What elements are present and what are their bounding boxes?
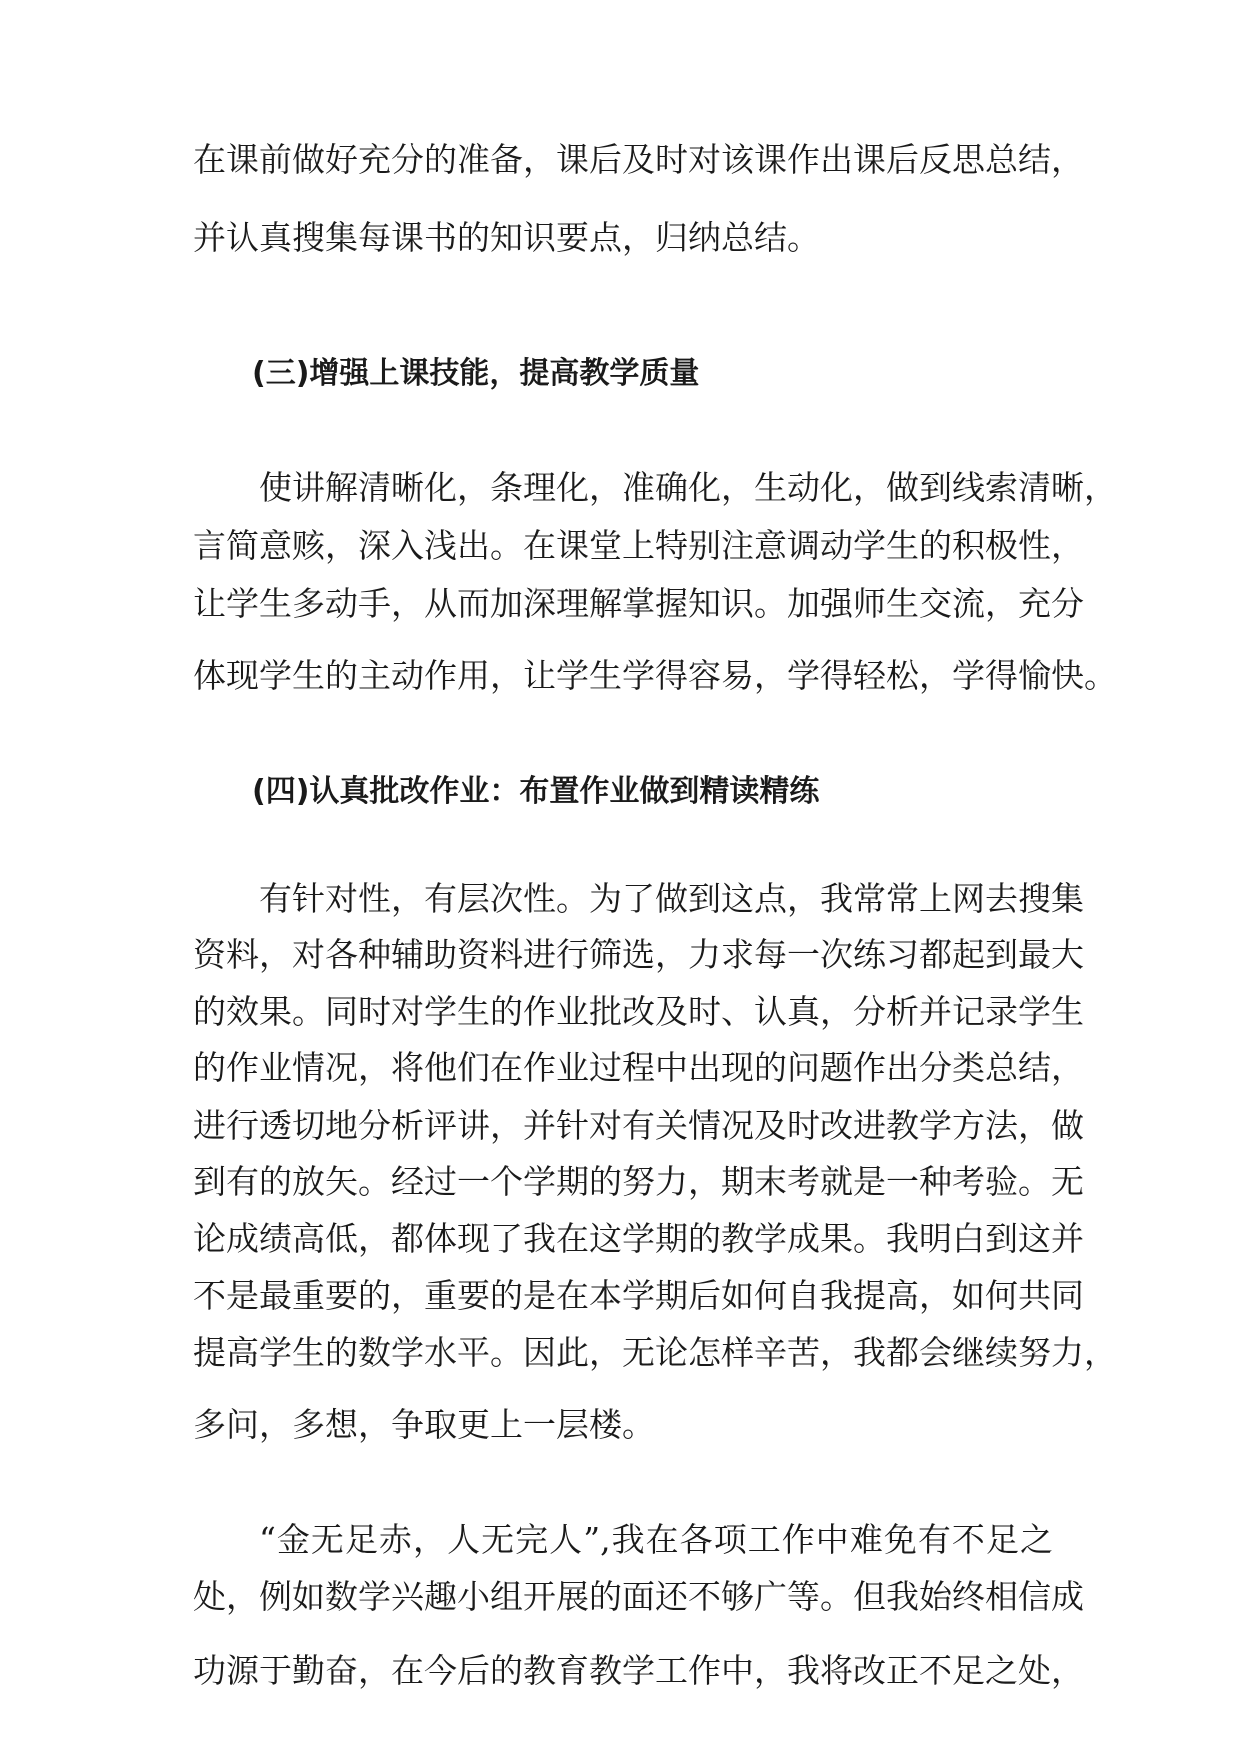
paragraph-line: 让学生多动手，从而加深理解掌握知识。加强师生交流，充分 <box>193 584 1084 623</box>
paragraph-line: 的作业情况，将他们在作业过程中出现的问题作出分类总结， <box>193 1048 1084 1087</box>
paragraph-line: 的效果。同时对学生的作业批改及时、认真，分析并记录学生 <box>193 992 1084 1031</box>
paragraph-line: 功源于勤奋，在今后的教育教学工作中，我将改正不足之处， <box>193 1651 1084 1690</box>
section-heading: (四)认真批改作业：布置作业做到精读精练 <box>252 774 820 809</box>
paragraph-line: 到有的放矢。经过一个学期的努力，期末考就是一种考验。无 <box>193 1162 1084 1201</box>
paragraph-line: 不是最重要的，重要的是在本学期后如何自我提高，如何共同 <box>193 1276 1084 1315</box>
paragraph-line: “金无足赤，人无完人”,我在各项工作中难免有不足之 <box>259 1520 1053 1559</box>
paragraph-line: 进行透切地分析评讲，并针对有关情况及时改进教学方法，做 <box>193 1106 1084 1145</box>
paragraph-line: 体现学生的主动作用，让学生学得容易，学得轻松，学得愉快。 <box>193 656 1117 695</box>
paragraph-line: 论成绩高低，都体现了我在这学期的教学成果。我明白到这并 <box>193 1219 1084 1258</box>
paragraph-line: 使讲解清晰化，条理化，准确化，生动化，做到线索清晰， <box>259 468 1117 507</box>
paragraph-line: 并认真搜集每课书的知识要点，归纳总结。 <box>193 218 820 257</box>
paragraph-line: 多问，多想，争取更上一层楼。 <box>193 1405 655 1444</box>
paragraph-line: 资料，对各种辅助资料进行筛选，力求每一次练习都起到最大 <box>193 935 1084 974</box>
paragraph-line: 在课前做好充分的准备，课后及时对该课作出课后反思总结， <box>193 140 1084 179</box>
paragraph-line: 提高学生的数学水平。因此，无论怎样辛苦，我都会继续努力， <box>193 1333 1117 1372</box>
section-heading: (三)增强上课技能，提高教学质量 <box>252 356 700 391</box>
paragraph-line: 有针对性，有层次性。为了做到这点，我常常上网去搜集 <box>259 879 1084 918</box>
paragraph-line: 处，例如数学兴趣小组开展的面还不够广等。但我始终相信成 <box>193 1577 1084 1616</box>
paragraph-line: 言简意赅，深入浅出。在课堂上特别注意调动学生的积极性， <box>193 526 1084 565</box>
